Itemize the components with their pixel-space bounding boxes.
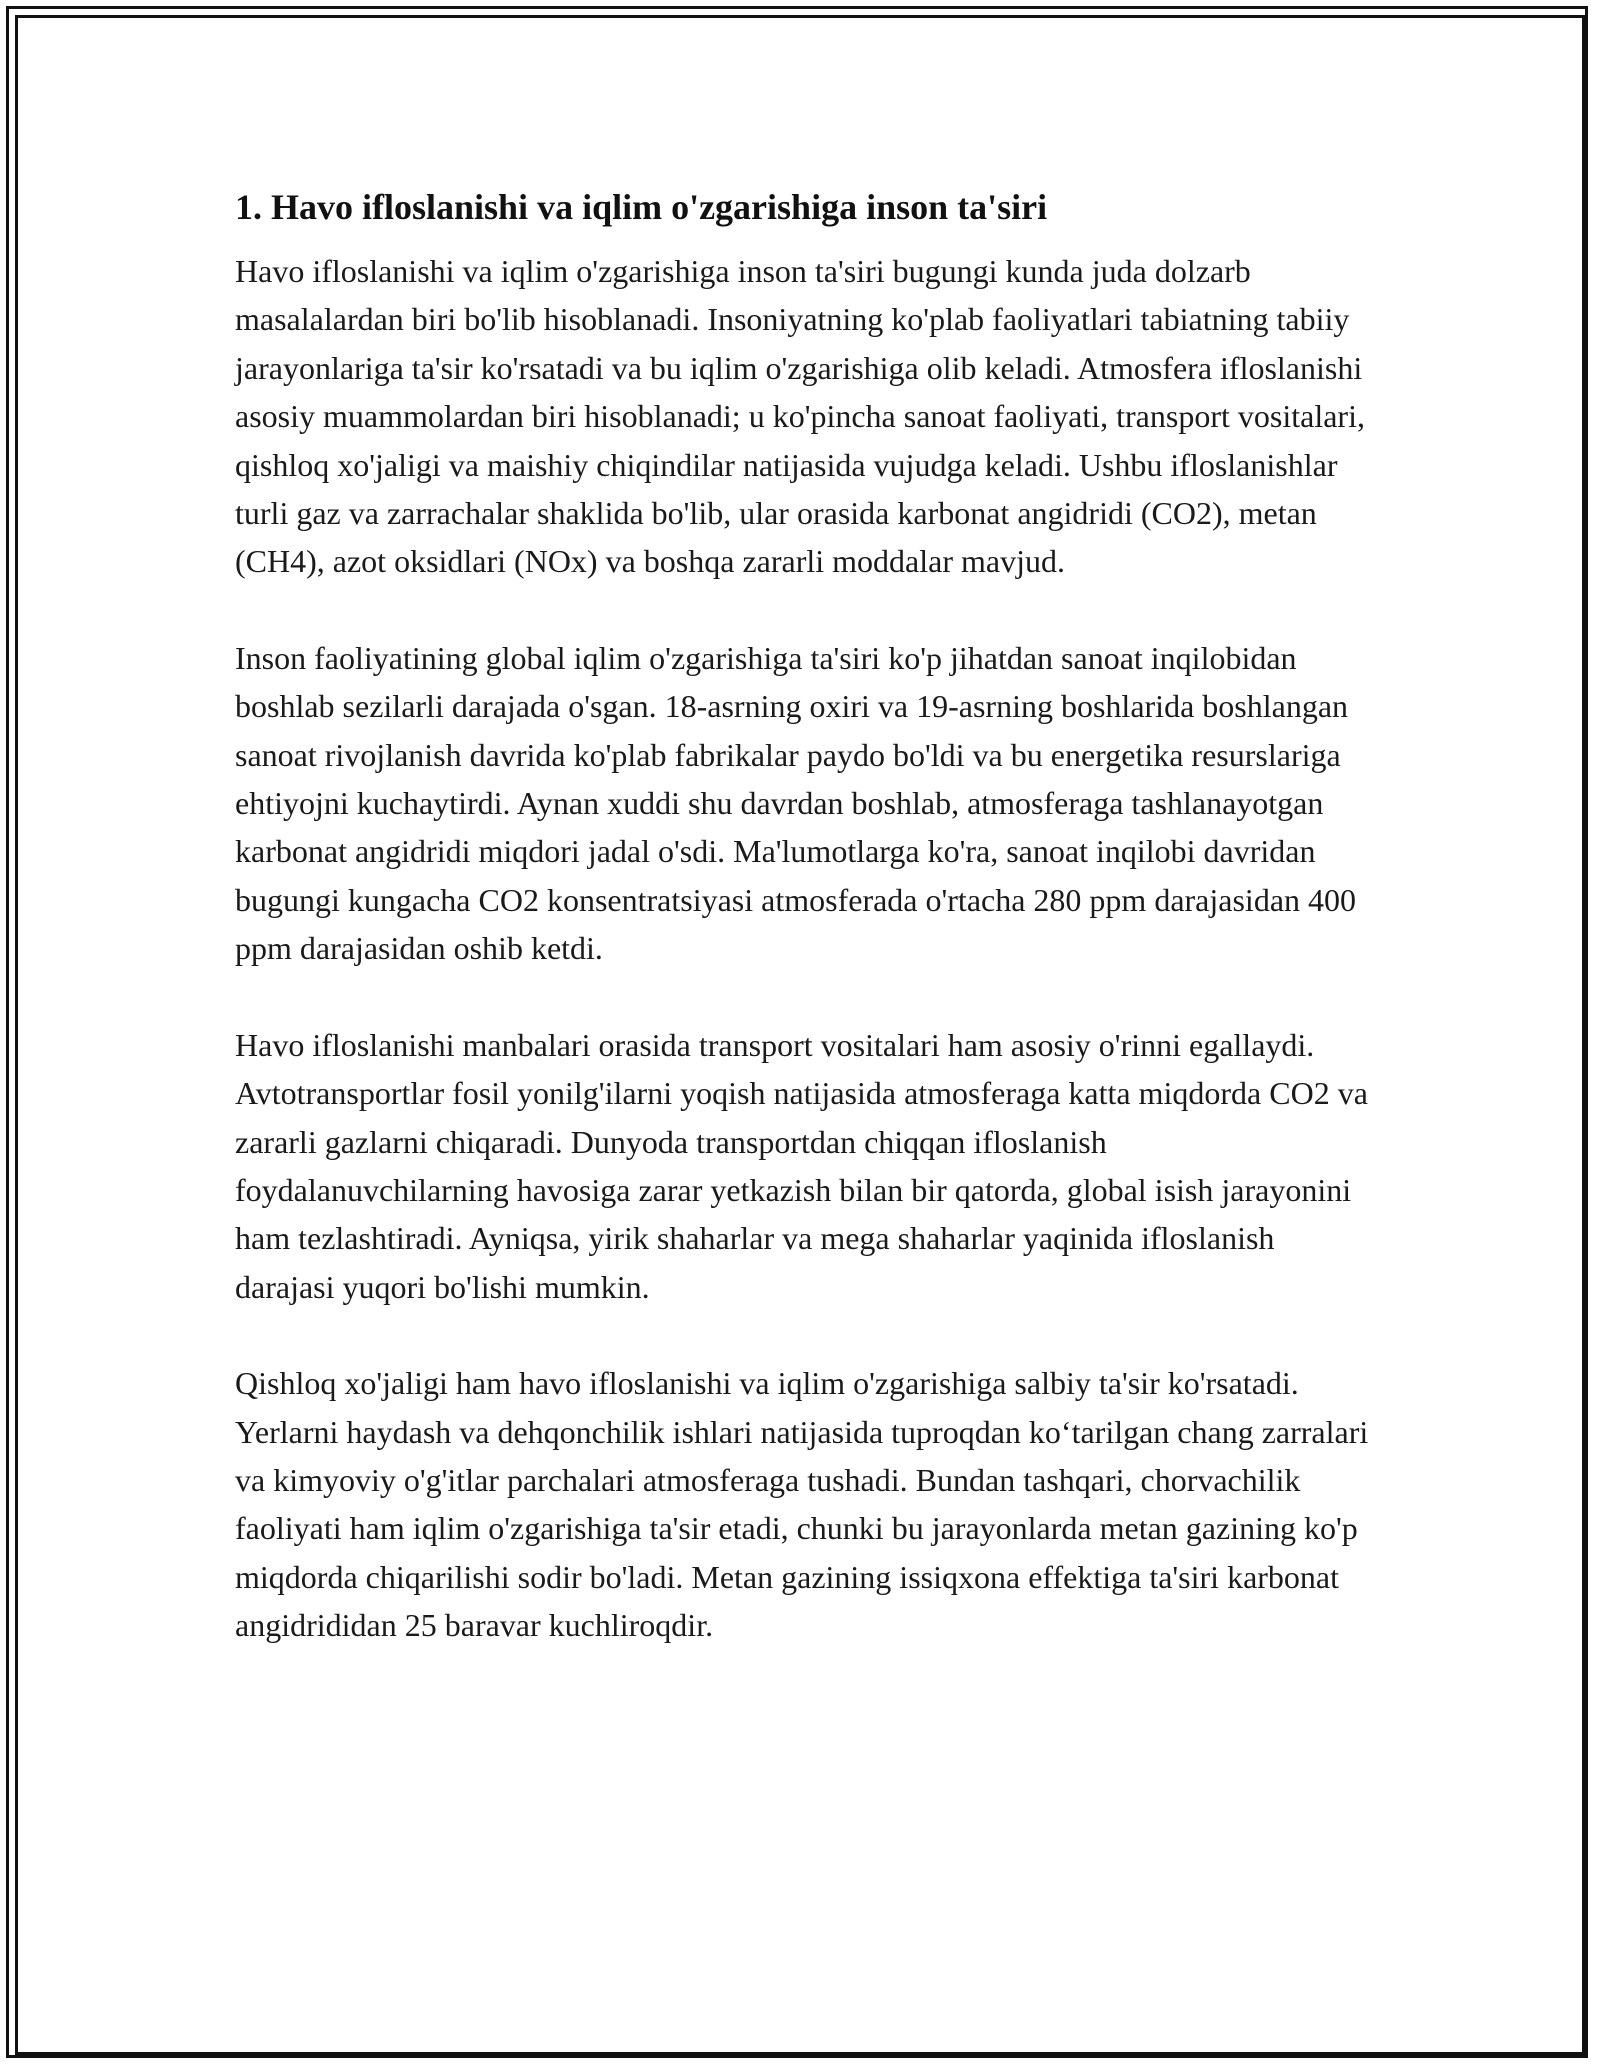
- paragraph-4: Qishloq xo'jaligi ham havo ifloslanishi va iqlim o'zgarishiga salbiy ta'sir ko'rsatadi. Yerlarni haydash va dehqonchilik ishlari natijasida tuproqdan ko‘tarilgan chang zarralari va kimyoviy o'g'itlar parchalari atmosferaga tushadi. Bundan tashqari, chorvachilik faoliyati ham iqlim o'zgarishiga ta'sir etadi, chunki bu jarayonlarda metan gazining ko'p miqdorda chiqarilishi sodir bo'ladi. Metan gazining issiqxona effektiga ta'siri karbonat angidrididan 25 baravar kuchliroqdir.: [235, 1365, 1369, 1644]
- section-heading: 1. Havo ifloslanishi va iqlim o'zgarishiga inson ta'siri: [235, 187, 1048, 227]
- document-body: [235, 183, 1375, 1698]
- paragraph-3: Havo ifloslanishi manbalari orasida transport vositalari ham asosiy o'rinni egallaydi. Avtotransportlar fosil yonilg'ilarni yoqish natijasida atmosferaga katta miqdorda CO2 va zararli gazlarni chiqaradi. Dunyoda transportdan chiqqan ifloslanish foydalanuvchilarning havosiga zarar yetkazish bilan bir qatorda, global isish jarayonini ham tezlashtiradi. Ayniqsa, yirik shaharlar va mega shaharlar yaqinida ifloslanish darajasi yuqori bo'lishi mumkin.: [235, 1026, 1368, 1305]
- paragraph-1: Havo ifloslanishi va iqlim o'zgarishiga inson ta'siri bugungi kunda juda dolzarb masalalardan biri bo'lib hisoblanadi. Insoniyatning ko'plab faoliyatlari tabiatning tabiiy jarayonlariga ta'sir ko'rsatadi va bu iqlim o'zgarishiga olib keladi. Atmosfera ifloslanishi asosiy muammolardan biri hisoblanadi; u ko'pincha sanoat faoliyati, transport vositalari, qishloq xo'jaligi va maishiy chiqindilar natijasida vujudga keladi. Ushbu ifloslanishlar turli gaz va zarrachalar shaklida bo'lib, ular orasida karbonat angidridi (CO2), metan (CH4), azot oksidlari (NOx) va boshqa zararli moddalar mavjud.: [235, 253, 1365, 580]
- paragraph-2: Inson faoliyatining global iqlim o'zgarishiga ta'siri ko'p jihatdan sanoat inqilobidan boshlab sezilarli darajada o'sgan. 18-asrning oxiri va 19-asrning boshlarida boshlangan sanoat rivojlanish davrida ko'plab fabrikalar paydo bo'ldi va bu energetika resurslariga ehtiyojni kuchaytirdi. Aynan xuddi shu davrdan boshlab, atmosferaga tashlanayotgan karbonat angidridi miqdori jadal o'sdi. Ma'lumotlarga ko'ra, sanoat inqilobi davridan bugungi kungacha CO2 konsentratsiyasi atmosferada o'rtacha 280 ppm darajasidan 400 ppm darajasidan oshib ketdi.: [235, 639, 1357, 967]
